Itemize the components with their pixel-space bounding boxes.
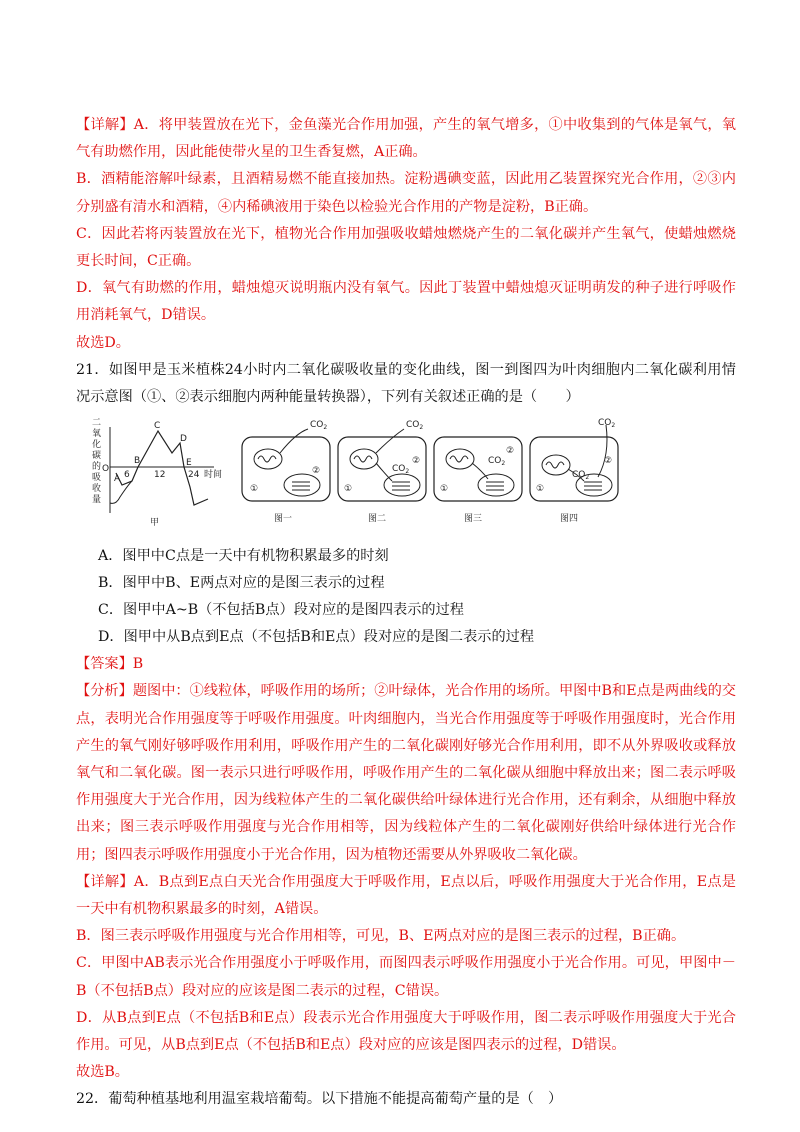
q21-figure	[76, 415, 736, 537]
q21-figure-svg	[76, 415, 736, 537]
q20-detail-b: B．酒精能溶解叶绿素，且酒精易燃不能直接加热。淀粉遇碘变蓝，因此用乙装置探究光合作用，②③内分别盛有清水和酒精，④内稀碘液用于染色以检验光合作用的产物是淀粉，B正确。	[76, 171, 736, 215]
svg-text:图一: 图一	[274, 514, 293, 525]
svg-text:图二: 图二	[368, 514, 387, 525]
svg-text:图三: 图三	[464, 514, 483, 525]
q21-option-b: B．图甲中B、E两点对应的是图三表示的过程	[98, 575, 385, 592]
tick-6: 6	[124, 470, 130, 481]
point-a: A	[114, 474, 121, 485]
q21-detail-d: D．从B点到E点（不包括B和E点）段表示光合作用强度大于呼吸作用，图二表示呼吸作用强度大于光合作用。可见，从B点到E点（不包括B和E点）段对应的应该是图四表示的过程，D错误。	[76, 1009, 736, 1054]
q21-analysis: 【分析】题图中：①线粒体，呼吸作用的场所；②叶绿体，光合作用的场所。甲图中B和E点是两曲线的交点，表明光合作用强度等于呼吸作用强度。叶肉细胞内，当光合作用强度等于呼吸作用强度时，光合作用产生的氧气刚好够呼吸作用利用，呼吸作用产生的二氧化碳刚好够光合作用利用，即不从外界吸收或释放氧气和二氧化碳。图一表示只进行呼吸作用，呼吸作用产生的二氧化碳从细胞中释放出来；图二表示呼吸作用强度大于光合作用，因为线粒体产生的二氧化碳供给叶绿体进行光合作用，还有剩余，从细胞中释放出来；图三表示呼吸作用强度与光合作用相等，因为线粒体产生的二氧化碳刚好供给叶绿体进行光合作用；图四表示呼吸作用强度小于光合作用，因为植物还需要从外界吸收二氧化碳。	[76, 683, 736, 863]
chloroplast-icon	[384, 474, 420, 496]
tick-24: 24	[188, 470, 200, 481]
svg-text:CO2: $CO_2$	[392, 464, 410, 476]
q22-stem: 22．葡萄种植基地利用温室栽培葡萄。以下措施不能提高葡萄产量的是（ ）	[76, 1091, 563, 1108]
svg-text:CO2: $CO_2$	[310, 420, 328, 432]
graph-caption: 甲	[150, 518, 160, 529]
svg-text:①: ①	[440, 484, 449, 495]
tick-12: 12	[154, 470, 166, 481]
svg-text:②: ②	[604, 456, 613, 467]
svg-text:①: ①	[250, 484, 259, 495]
q21-stem: 21．如图甲是玉米植株24小时内二氧化碳吸收量的变化曲线，图一到图四为叶肉细胞内二氧化碳利用情况示意图（①、②表示细胞内两种能量转换器），下列有关叙述正确的是（ ）	[76, 361, 736, 406]
graph-jia	[92, 418, 222, 528]
point-o: O	[102, 464, 110, 475]
q21-option-d: D．图甲中从B点到E点（不包括B和E点）段对应的是图二表示的过程	[98, 629, 535, 646]
svg-text:CO2: $CO_2$	[572, 470, 590, 482]
cell-figure-3	[434, 437, 522, 524]
q20-detail-c: C．因此若将丙装置放在光下，植物光合作用加强吸收蜡烛燃烧产生的二氧化碳并产生氧气，使蜡烛燃烧更长时间，C正确。	[76, 225, 736, 270]
q21-conclusion: 故选B。	[76, 1064, 129, 1081]
q21-detail-c: C．甲图中AB表示光合作用强度小于呼吸作用，而图四表示呼吸作用强度小于光合作用。可见，甲图中－B（不包括B点）段对应的应该是图二表示的过程，C错误。	[76, 955, 736, 999]
q21-answer: 【答案】B	[76, 656, 144, 673]
svg-text:CO2: $CO_2$	[406, 420, 424, 432]
svg-text:CO2: $CO_2$	[598, 418, 616, 430]
point-e: E	[186, 458, 192, 469]
cell-figure-4	[530, 418, 618, 524]
q21-detail-a: 【详解】A．B点到E点白天光合作用强度大于呼吸作用，E点以后，呼吸作用强度大于光合作用，E点是一天中有机物积累最多的时刻，A错误。	[76, 873, 736, 918]
svg-text:②: ②	[312, 466, 321, 477]
svg-text:②: ②	[412, 456, 421, 467]
graph-curve	[116, 431, 208, 505]
svg-text:图四: 图四	[560, 514, 579, 525]
q20-detail-a: 【详解】A．将甲装置放在光下，金鱼藻光合作用加强，产生的氧气增多，①中收集到的气体是氧气，氧气有助燃作用，因此能使带火星的卫生香复燃，A正确。	[76, 117, 736, 161]
cell-figure-1	[242, 420, 330, 524]
document-page	[76, 112, 736, 1114]
svg-text:①: ①	[344, 484, 353, 495]
point-b: B	[134, 456, 141, 467]
q21-detail-b: B．图三表示呼吸作用强度与光合作用相等，可见，B、E两点对应的是图三表示的过程，B正确。	[76, 928, 686, 945]
svg-text:CO2: $CO_2$	[488, 456, 506, 468]
cell-figure-2	[338, 420, 426, 524]
point-d: D	[180, 434, 187, 445]
graph-ylabel: 二氧化碳的吸收量	[92, 418, 102, 506]
q20-detail-d: D．氧气有助燃的作用，蜡烛熄灭说明瓶内没有氧气。因此丁装置中蜡烛熄灭证明萌发的种子进行呼吸作用消耗氧气，D错误。	[76, 280, 736, 324]
q21-option-c: C．图甲中A~B（不包括B点）段对应的是图四表示的过程	[98, 602, 464, 619]
chloroplast-icon	[284, 474, 320, 496]
svg-text:②: ②	[506, 446, 515, 457]
svg-text:①: ①	[536, 484, 545, 495]
q21-option-a: A．图甲中C点是一天中有机物积累最多的时刻	[98, 548, 389, 565]
chloroplast-icon	[478, 474, 514, 496]
graph-curve-low	[110, 481, 132, 503]
point-c: C	[154, 421, 161, 432]
graph-xlabel: 时间	[204, 470, 223, 481]
q20-conclusion: 故选D。	[76, 334, 130, 351]
